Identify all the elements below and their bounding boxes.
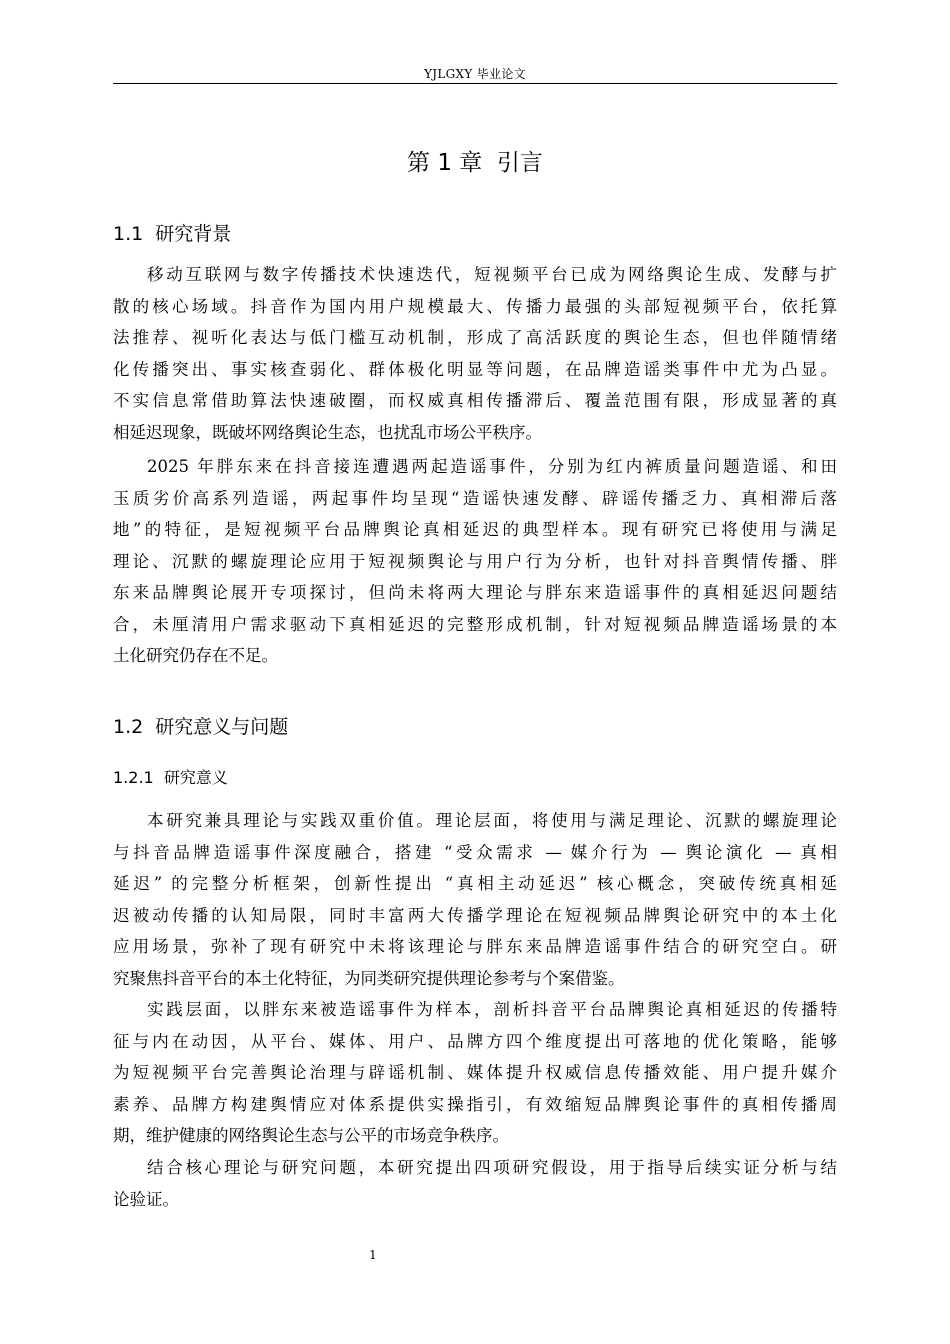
section-heading-1-2: 1.2 研究意义与问题 [113, 716, 289, 738]
page-number: 1 [369, 1248, 377, 1262]
text-line: 合，未厘清用户需求驱动下真相延迟的完整形成机制，针对短视频品牌造谣场景的本 [113, 614, 837, 634]
text-line: 2025 年胖东来在抖音接连遭遇两起造谣事件，分别为红内裤质量问题造谣、和田 [147, 457, 837, 476]
text-line: 期，维护健康的网络舆论生态与公平的市场竞争秩序。 [113, 1126, 509, 1145]
paragraph-background-2 [113, 451, 837, 672]
header-rule [113, 83, 837, 84]
running-header: YJLGXY 毕业论文 [424, 67, 526, 81]
text-line: 与抖音品牌造谣事件深度融合，搭建 “受众需求 — 媒介行为 — 舆论演化 — 真相 [113, 842, 837, 862]
text-line: 法推荐、视听化表达与低门槛互动机制，形成了高活跃度的舆论生态，但也伴随情绪 [113, 328, 837, 347]
text-line: 结合核心理论与研究问题，本研究提出四项研究假设，用于指导后续实证分析与结 [147, 1158, 837, 1177]
subsection-heading-1-2-1: 1.2.1 研究意义 [113, 768, 228, 787]
text-line: 实践层面，以胖东来被造谣事件为样本，剖析抖音平台品牌舆论真相延迟的传播特 [147, 1000, 837, 1019]
paragraph-significance-2 [113, 994, 837, 1152]
text-line: 本研究兼具理论与实践双重价值。理论层面，将使用与满足理论、沉默的螺旋理论 [147, 811, 837, 830]
text-line: 迟被动传播的认知局限，同时丰富两大传播学理论在短视频品牌舆论研究中的本土化 [113, 905, 837, 925]
text-line: 化传播突出、事实核查弱化、群体极化明显等问题，在品牌造谣类事件中尤为凸显。 [113, 359, 837, 379]
text-line: 地”的特征，是短视频平台品牌舆论真相延迟的典型样本。现有研究已将使用与满足 [113, 520, 837, 539]
text-line: 素养、品牌方构建舆情应对体系提供实操指引，有效缩短品牌舆论事件的真相传播周 [113, 1094, 837, 1114]
chapter-title: 第 1 章 引言 [407, 150, 543, 176]
paragraph-significance-3 [113, 1152, 837, 1215]
text-line: 相延迟现象，既破坏网络舆论生态，也扰乱市场公平秩序。 [113, 422, 542, 442]
section-heading-1-1: 1.1 研究背景 [113, 223, 232, 245]
text-line: 论验证。 [113, 1189, 179, 1209]
text-line: 延迟” 的完整分析框架，创新性提出 “真相主动延迟” 核心概念，突破传统真相延 [113, 874, 837, 893]
text-line: 理论、沉默的螺旋理论应用于短视频舆论与用户行为分析，也针对抖音舆情传播、胖 [113, 551, 837, 571]
text-line: 东来品牌舆论展开专项探讨，但尚未将两大理论与胖东来造谣事件的真相延迟问题结 [113, 583, 837, 602]
text-line: 应用场景，弥补了现有研究中未将该理论与胖东来品牌造谣事件结合的研究空白。研 [113, 937, 837, 956]
text-line: 散的核心场域。抖音作为国内用户规模最大、传播力最强的头部短视频平台，依托算 [113, 296, 837, 316]
text-line: 移动互联网与数字传播技术快速迭代，短视频平台已成为网络舆论生成、发酵与扩 [147, 265, 837, 284]
text-line: 征与内在动因，从平台、媒体、用户、品牌方四个维度提出可落地的优化策略，能够 [113, 1031, 837, 1051]
text-line: 为短视频平台完善舆论治理与辟谣机制、媒体提升权威信息传播效能、用户提升媒介 [113, 1063, 837, 1082]
paragraph-significance-1 [113, 805, 837, 994]
paragraph-background-1 [113, 259, 837, 448]
text-line: 究聚焦抖音平台的本土化特征，为同类研究提供理论参考与个案借鉴。 [113, 968, 625, 988]
text-line: 土化研究仍存在不足。 [113, 646, 278, 665]
text-line: 玉质劣价高系列造谣，两起事件均呈现“造谣快速发酵、辟谣传播乏力、真相滞后落 [113, 488, 837, 508]
text-line: 不实信息常借助算法快速破圈，而权威真相传播滞后、覆盖范围有限，形成显著的真 [113, 391, 837, 410]
